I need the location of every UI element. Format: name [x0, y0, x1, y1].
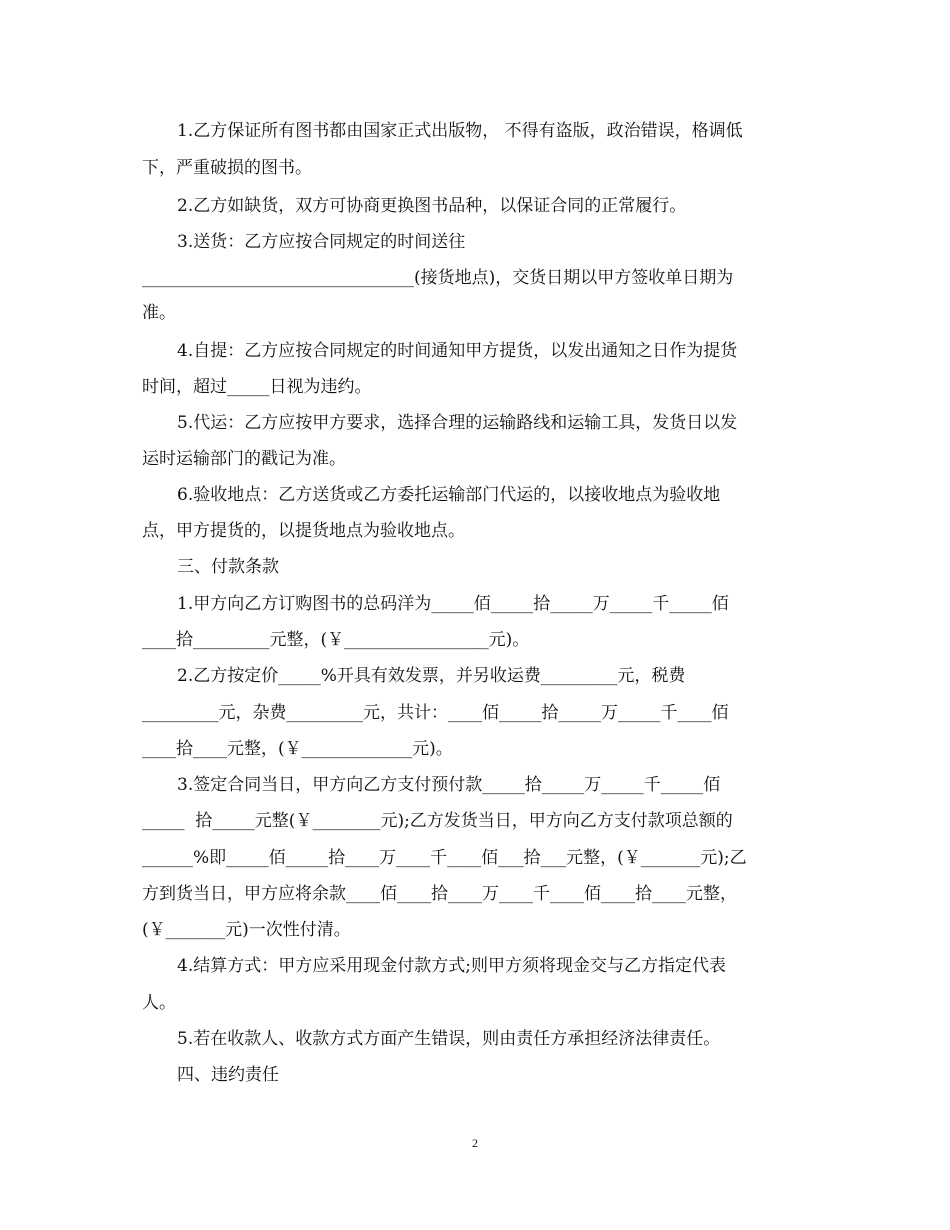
text-line: 1.乙方保证所有图书都由国家正式出版物， 不得有盗版，政治错误，格调低 — [177, 121, 743, 141]
text-line: 3.送货：乙方应按合同规定的时间送往 — [177, 232, 466, 252]
text-line: 5.若在收款人、收款方式方面产生错误，则由责任方承担经济法律责任。 — [177, 1029, 721, 1049]
text-line: _____ 拾_____元整(￥________元);乙方发货当日，甲方向乙方支付款项总额的 — [142, 811, 733, 831]
text-line: ________________________________(接货地点)，交货日期以甲方签收单日期为 — [142, 268, 734, 288]
page-number: 2 — [472, 1136, 478, 1150]
text-line: 时间，超过_____日视为违约。 — [142, 377, 372, 397]
section-heading: 三、付款条款 — [177, 557, 279, 577]
text-line: 3.签定合同当日，甲方向乙方支付预付款_____拾_____万_____千_____佰 — [177, 775, 721, 795]
text-line: _________元，杂费_________元，共计：____佰_____拾_____万_____千____佰 — [142, 703, 729, 723]
text-line: 下，严重破损的图书。 — [142, 158, 312, 178]
text-line: 2.乙方如缺货，双方可协商更换图书品种，以保证合同的正常履行。 — [177, 196, 687, 216]
text-line: 人。 — [142, 993, 176, 1013]
text-line: 4.结算方式：甲方应采用现金付款方式;则甲方须将现金交与乙方指定代表 — [177, 956, 726, 976]
text-line: ____拾____元整，(￥_____________元)。 — [142, 739, 453, 759]
section-heading: 四、违约责任 — [177, 1065, 279, 1085]
text-line: 点，甲方提货的，以提货地点为验收地点。 — [142, 521, 465, 541]
text-line: 4.自提：乙方应按合同规定的时间通知甲方提货，以发出通知之日作为提货 — [177, 341, 738, 361]
text-line: ____拾_________元整，(￥_________________元)。 — [142, 630, 530, 650]
text-line: 5.代运：乙方应按甲方要求，选择合理的运输路线和运输工具，发货日以发 — [177, 413, 738, 433]
text-line: 1.甲方向乙方订购图书的总码洋为_____佰_____拾_____万_____千_____佰 — [177, 594, 729, 614]
text-line: (￥_______元)一次性付清。 — [142, 920, 351, 940]
text-line: 运时运输部门的戳记为准。 — [142, 449, 346, 469]
text-line: ______%即_____佰_____拾____万____千____佰___拾___元整，(￥_______元);乙 — [142, 848, 747, 868]
text-line: 准。 — [142, 303, 176, 323]
text-line: 2.乙方按定价_____%开具有效发票，并另收运费_________元，税费 — [177, 666, 686, 686]
text-line: 方到货当日，甲方应将余款____佰____拾____万____千____佰____拾____元整， — [142, 884, 737, 904]
text-line: 6.验收地点：乙方送货或乙方委托运输部门代运的，以接收地点为验收地 — [177, 485, 721, 505]
